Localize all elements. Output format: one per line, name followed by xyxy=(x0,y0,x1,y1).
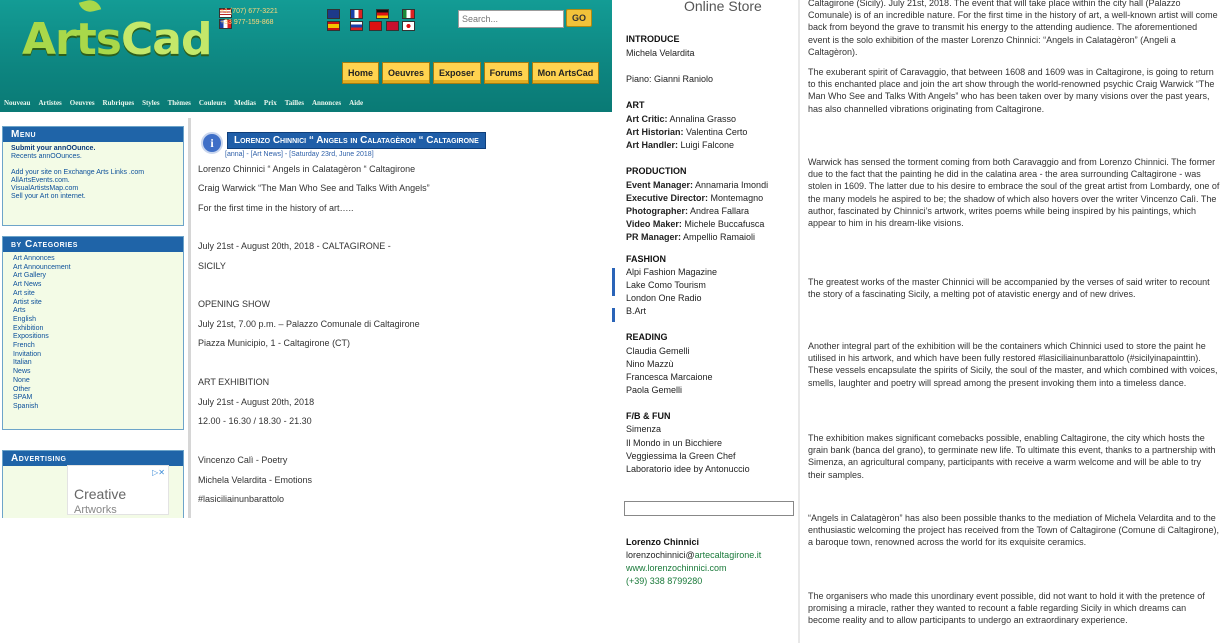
body-paragraph: Another integral part of the exhibition will be the containers which Chinnici used to store the paint he utilised in his artwork, and which have been fully restored #lasiciliainunbarattolo (#sicilyinapainttin). These vessels encapsulate the spirits of Sicily, the soul of the master, and which combined with voices, smells, laughter and poetry will spread among the present invoking them into a timeless dance. xyxy=(808,341,1218,388)
japanese-flag-icon[interactable] xyxy=(402,21,415,31)
production-heading: PRODUCTION xyxy=(626,166,687,176)
art-critic: Art Critic: Annalina Grasso xyxy=(626,114,737,124)
scroll-marker xyxy=(612,268,615,296)
german-flag-icon[interactable] xyxy=(376,9,389,19)
article-line: July 21st, 7.00 p.m. – Palazzo Comunale di Caltagirone xyxy=(198,319,420,329)
category-link[interactable]: News xyxy=(13,368,31,376)
category-link[interactable]: Exhibition xyxy=(13,324,44,332)
category-link[interactable]: Art Annonces xyxy=(13,255,55,262)
fb-item: Veggiessima la Green Chef xyxy=(626,451,736,461)
uk-flag-icon[interactable] xyxy=(327,9,340,19)
menu-allartsevents-link[interactable]: AllArtsEvents.com. xyxy=(11,177,70,184)
article-line: For the first time in the history of art….. xyxy=(198,203,354,213)
category-link[interactable]: Italian xyxy=(13,359,32,367)
nav-oeuvres[interactable]: Oeuvres xyxy=(382,62,430,84)
article-content xyxy=(188,118,612,518)
menu-recents-link[interactable]: Recents annOOunces. xyxy=(11,153,82,160)
subnav-rubriques[interactable]: Rubriques xyxy=(102,99,135,107)
article-line: 12.00 - 16.30 / 18.30 - 21.30 xyxy=(198,416,312,426)
ad-headline: Creative xyxy=(74,486,127,502)
category-link[interactable]: None xyxy=(13,376,30,384)
article-line: Piazza Municipio, 1 - Caltagirone (CT) xyxy=(198,338,351,348)
chinese-flag-icon[interactable] xyxy=(369,21,382,31)
reading-item: Nino Mazzù xyxy=(626,359,674,369)
contact-name: Lorenzo Chinnici xyxy=(626,537,699,547)
fashion-item: Lake Como Tourism xyxy=(626,280,706,290)
contact-email[interactable]: lorenzochinnici@artecaltagirone.it xyxy=(626,550,762,560)
body-paragraph: The exuberant spirit of Caravaggio, that between 1608 and 1609 was in Caltagirone, is going to return to this enchanted place and join the art show through the world-renowned psychic Craig Warwick “The Man Who See and Talks With Angels” who has been taken over by many visions over the past years, has also channelled vibrations originating from Caltagirone. xyxy=(808,67,1215,114)
subnav-themes[interactable]: Thèmes xyxy=(167,99,191,107)
ad-subline: Artworks xyxy=(74,504,117,516)
video-maker: Video Maker: Michele Buccafusca xyxy=(626,219,765,229)
top-navigation xyxy=(342,62,599,84)
fashion-item: B.Art xyxy=(626,306,647,316)
body-paragraph: The organisers who made this unordinary event possible, did not want to hold it with the pretence of promising a miracle, rather they wanted to recount a fable regarding Sicily in which dreams can become reality and to allow participants to undergo an extraordinary experience. xyxy=(808,591,1205,626)
categories-box xyxy=(2,236,184,430)
site-page-panel xyxy=(0,0,612,518)
body-paragraph: Caltagirone (Sicily). July 21st, 2018. The event that will take place within the city hall (Palazzo Comunale) is of an incredible nature. For the first time in the history of art, a well-known artist will come back from beyond the grave to transmit his energy to the attending audience. The aforementioned event is the solo exhibition of the master Lorenzo Chinnici: “Angels in Calatagèron” (Angeli a Caltagèron). xyxy=(808,0,1218,57)
article-line: SICILY xyxy=(198,261,226,271)
category-link[interactable]: Art site xyxy=(13,289,35,297)
article-meta: [anna] - [Art News] - [Saturday 23rd, June 2018] xyxy=(225,151,374,158)
body-paragraph: “Angels in Calatagèron” has also been possible thanks to the mediation of Michela Velardita and to the enthusiastic welcoming the project has received from the Town of Caltagirone (Comune di Caltagirone), a baroque town, renowned across the world for its exquisite ceramics. xyxy=(808,513,1220,548)
category-link[interactable]: Other xyxy=(13,385,31,393)
article-line: Lorenzo Chinnici “ Angels in Calatagèron “ Caltagirone xyxy=(198,164,416,174)
article-line: ART EXHIBITION xyxy=(198,377,270,387)
subnav-tailles[interactable]: Tailles xyxy=(284,99,304,107)
credits-column xyxy=(612,0,800,643)
advertising-box xyxy=(2,450,184,518)
leaf-icon xyxy=(79,0,101,14)
phone-fr: +33 977-159-868 xyxy=(220,19,274,26)
search-input[interactable] xyxy=(458,10,564,28)
subnav-styles[interactable]: Styles xyxy=(142,99,160,107)
artscad-logo[interactable] xyxy=(22,14,211,65)
category-link[interactable]: Spanish xyxy=(13,402,39,410)
fashion-heading: FASHION xyxy=(626,254,667,264)
subnav-artistes[interactable]: Artistes xyxy=(38,99,62,107)
subnav-oeuvres[interactable]: Oeuvres xyxy=(69,99,95,107)
executive-director: Executive Director: Montemagno xyxy=(626,193,764,203)
subnav-annonces[interactable]: Annonces xyxy=(311,99,342,107)
category-link[interactable]: French xyxy=(13,342,35,350)
ad-choices-close-icon[interactable]: ▷✕ xyxy=(152,468,165,477)
search-go-button[interactable]: GO xyxy=(566,9,592,27)
reading-heading: READING xyxy=(626,332,668,342)
category-link[interactable]: Art Gallery xyxy=(13,272,47,280)
categories-title: by Categories xyxy=(3,237,183,252)
reading-item: Claudia Gemelli xyxy=(626,346,690,356)
art-heading: ART xyxy=(626,100,645,110)
advertising-title: Advertising xyxy=(3,451,183,466)
nav-forums[interactable]: Forums xyxy=(484,62,529,84)
fb-item: Simenza xyxy=(626,424,662,434)
fashion-item: Alpi Fashion Magazine xyxy=(626,267,718,277)
fb-fun-heading: F/B & FUN xyxy=(626,411,671,421)
fb-item: Laboratorio idee by Antonuccio xyxy=(626,464,750,474)
fashion-item: London One Radio xyxy=(626,293,702,303)
phone-us: +1 (707) 677-3221 xyxy=(220,8,278,15)
article-line: #lasiciliainunbarattolo xyxy=(198,494,285,504)
subnav-prix[interactable]: Prix xyxy=(263,99,277,107)
credits-input-box[interactable] xyxy=(624,501,794,516)
scroll-marker xyxy=(612,308,615,322)
category-link[interactable]: Arts xyxy=(13,307,26,315)
introduce-heading: INTRODUCE xyxy=(626,34,680,44)
menu-visualartistsmap-link[interactable]: VisualArtistsMap.com xyxy=(11,185,79,192)
category-link[interactable]: Expositions xyxy=(13,333,49,341)
russian-flag-icon[interactable] xyxy=(350,21,363,31)
site-header xyxy=(0,0,612,112)
left-sidebar xyxy=(0,118,186,518)
subnav-aide[interactable]: Aide xyxy=(349,99,364,107)
online-store-link[interactable]: Online Store xyxy=(684,0,762,14)
spanish-flag-icon[interactable] xyxy=(327,21,340,31)
category-link[interactable]: Invitation xyxy=(13,350,42,358)
nav-exposer[interactable]: Exposer xyxy=(433,62,481,84)
french-flag-icon[interactable] xyxy=(350,9,363,19)
photographer: Photographer: Andrea Fallara xyxy=(626,206,750,216)
fb-item: Il Mondo in un Bicchiere xyxy=(626,438,723,448)
info-icon: i xyxy=(201,132,223,154)
subnav-couleurs[interactable]: Couleurs xyxy=(198,99,227,107)
article-line: July 21st - August 20th, 2018 - CALTAGIRONE - xyxy=(198,241,391,251)
menu-box xyxy=(2,126,184,226)
event-manager: Event Manager: Annamaria Imondi xyxy=(626,180,769,190)
logo-text-arts: Arts xyxy=(22,14,121,65)
subnav-nouveau[interactable]: Nouveau xyxy=(4,99,31,107)
article-line: Craig Warwick “The Man Who See and Talks With Angels” xyxy=(198,183,430,193)
pr-manager: PR Manager: Ampellio Ramaioli xyxy=(626,232,756,242)
body-paragraph: The greatest works of the master Chinnici will be accompanied by the verses of said writer to recount the story of a fascinating Sicily, a melting pot of atavistic energy and of new drives. xyxy=(808,277,1210,300)
introduce-name: Michela Velardita xyxy=(626,48,695,58)
category-link[interactable]: Art Announcement xyxy=(13,263,71,271)
italian-flag-icon[interactable] xyxy=(402,9,415,19)
menu-title: Menu xyxy=(3,127,183,142)
menu-submit-link[interactable]: Submit your annOOunce. xyxy=(11,145,96,152)
article-line: OPENING SHOW xyxy=(198,299,271,309)
article-line: July 21st - August 20th, 2018 xyxy=(198,397,315,407)
article-body-column xyxy=(800,0,1229,643)
article-line: Vincenzo Calì - Poetry xyxy=(198,455,288,465)
body-paragraph: The exhibition makes significant comebacks possible, enabling Caltagirone, the city which hosts the grain bank (banca del grano), to germinate new life. To ultimate this event, thanks to a partnership with Simenza, an agricultural company, participants with receive a warm welcome and will be able to try their samples. xyxy=(808,433,1216,480)
nav-mon-artscad[interactable]: Mon ArtsCad xyxy=(532,62,600,84)
reading-item: Francesca Marcaione xyxy=(626,372,713,382)
menu-exchange-links[interactable]: Add your site on Exchange Arts Links .com xyxy=(11,169,145,176)
category-link[interactable]: Artist site xyxy=(13,298,42,306)
ad-banner[interactable] xyxy=(67,465,169,515)
contact-phone[interactable]: (+39) 338 8799280 xyxy=(626,576,703,586)
art-handler: Art Handler: Luigi Falcone xyxy=(626,140,735,150)
menu-sell-art-link[interactable]: Sell your Art on internet. xyxy=(11,193,86,200)
category-link[interactable]: Art News xyxy=(13,281,42,289)
contact-website-link[interactable]: www.lorenzochinnici.com xyxy=(626,563,727,573)
logo-text-cad: Cad xyxy=(120,14,212,65)
body-paragraph: Warwick has sensed the torment coming from both Caravaggio and from Lorenzo Chinnici. The former due to the fact that the painting he did in the calatina area - the area surrounding Caltagirone - was stolen in 1609. The latter due to his desire to embrace the soul of the great artist from Lombardy, one of the many models he aspired to be; the shadow of which also hovers over the writer Vincenzo Calì. The author, fascinated by Chinnici’s artwork, writes poems while being inspired by his paintings, which appear to him in his dream-like visions. xyxy=(808,157,1220,229)
art-historian: Art Historian: Valentina Certo xyxy=(626,127,748,137)
portuguese-flag-icon[interactable] xyxy=(386,21,399,31)
category-navigation xyxy=(0,96,612,110)
article-title: Lorenzo Chinnici “ Angels in Calatagèron “ Caltagirone xyxy=(227,132,486,149)
reading-item: Paola Gemelli xyxy=(626,385,683,395)
subnav-medias[interactable]: Medias xyxy=(234,99,256,107)
piano-credit: Piano: Gianni Raniolo xyxy=(626,74,714,84)
category-link[interactable]: English xyxy=(13,315,36,323)
category-link[interactable]: SPAM xyxy=(13,394,33,402)
nav-home[interactable]: Home xyxy=(342,62,379,84)
article-line: Michela Velardita - Emotions xyxy=(198,475,313,485)
